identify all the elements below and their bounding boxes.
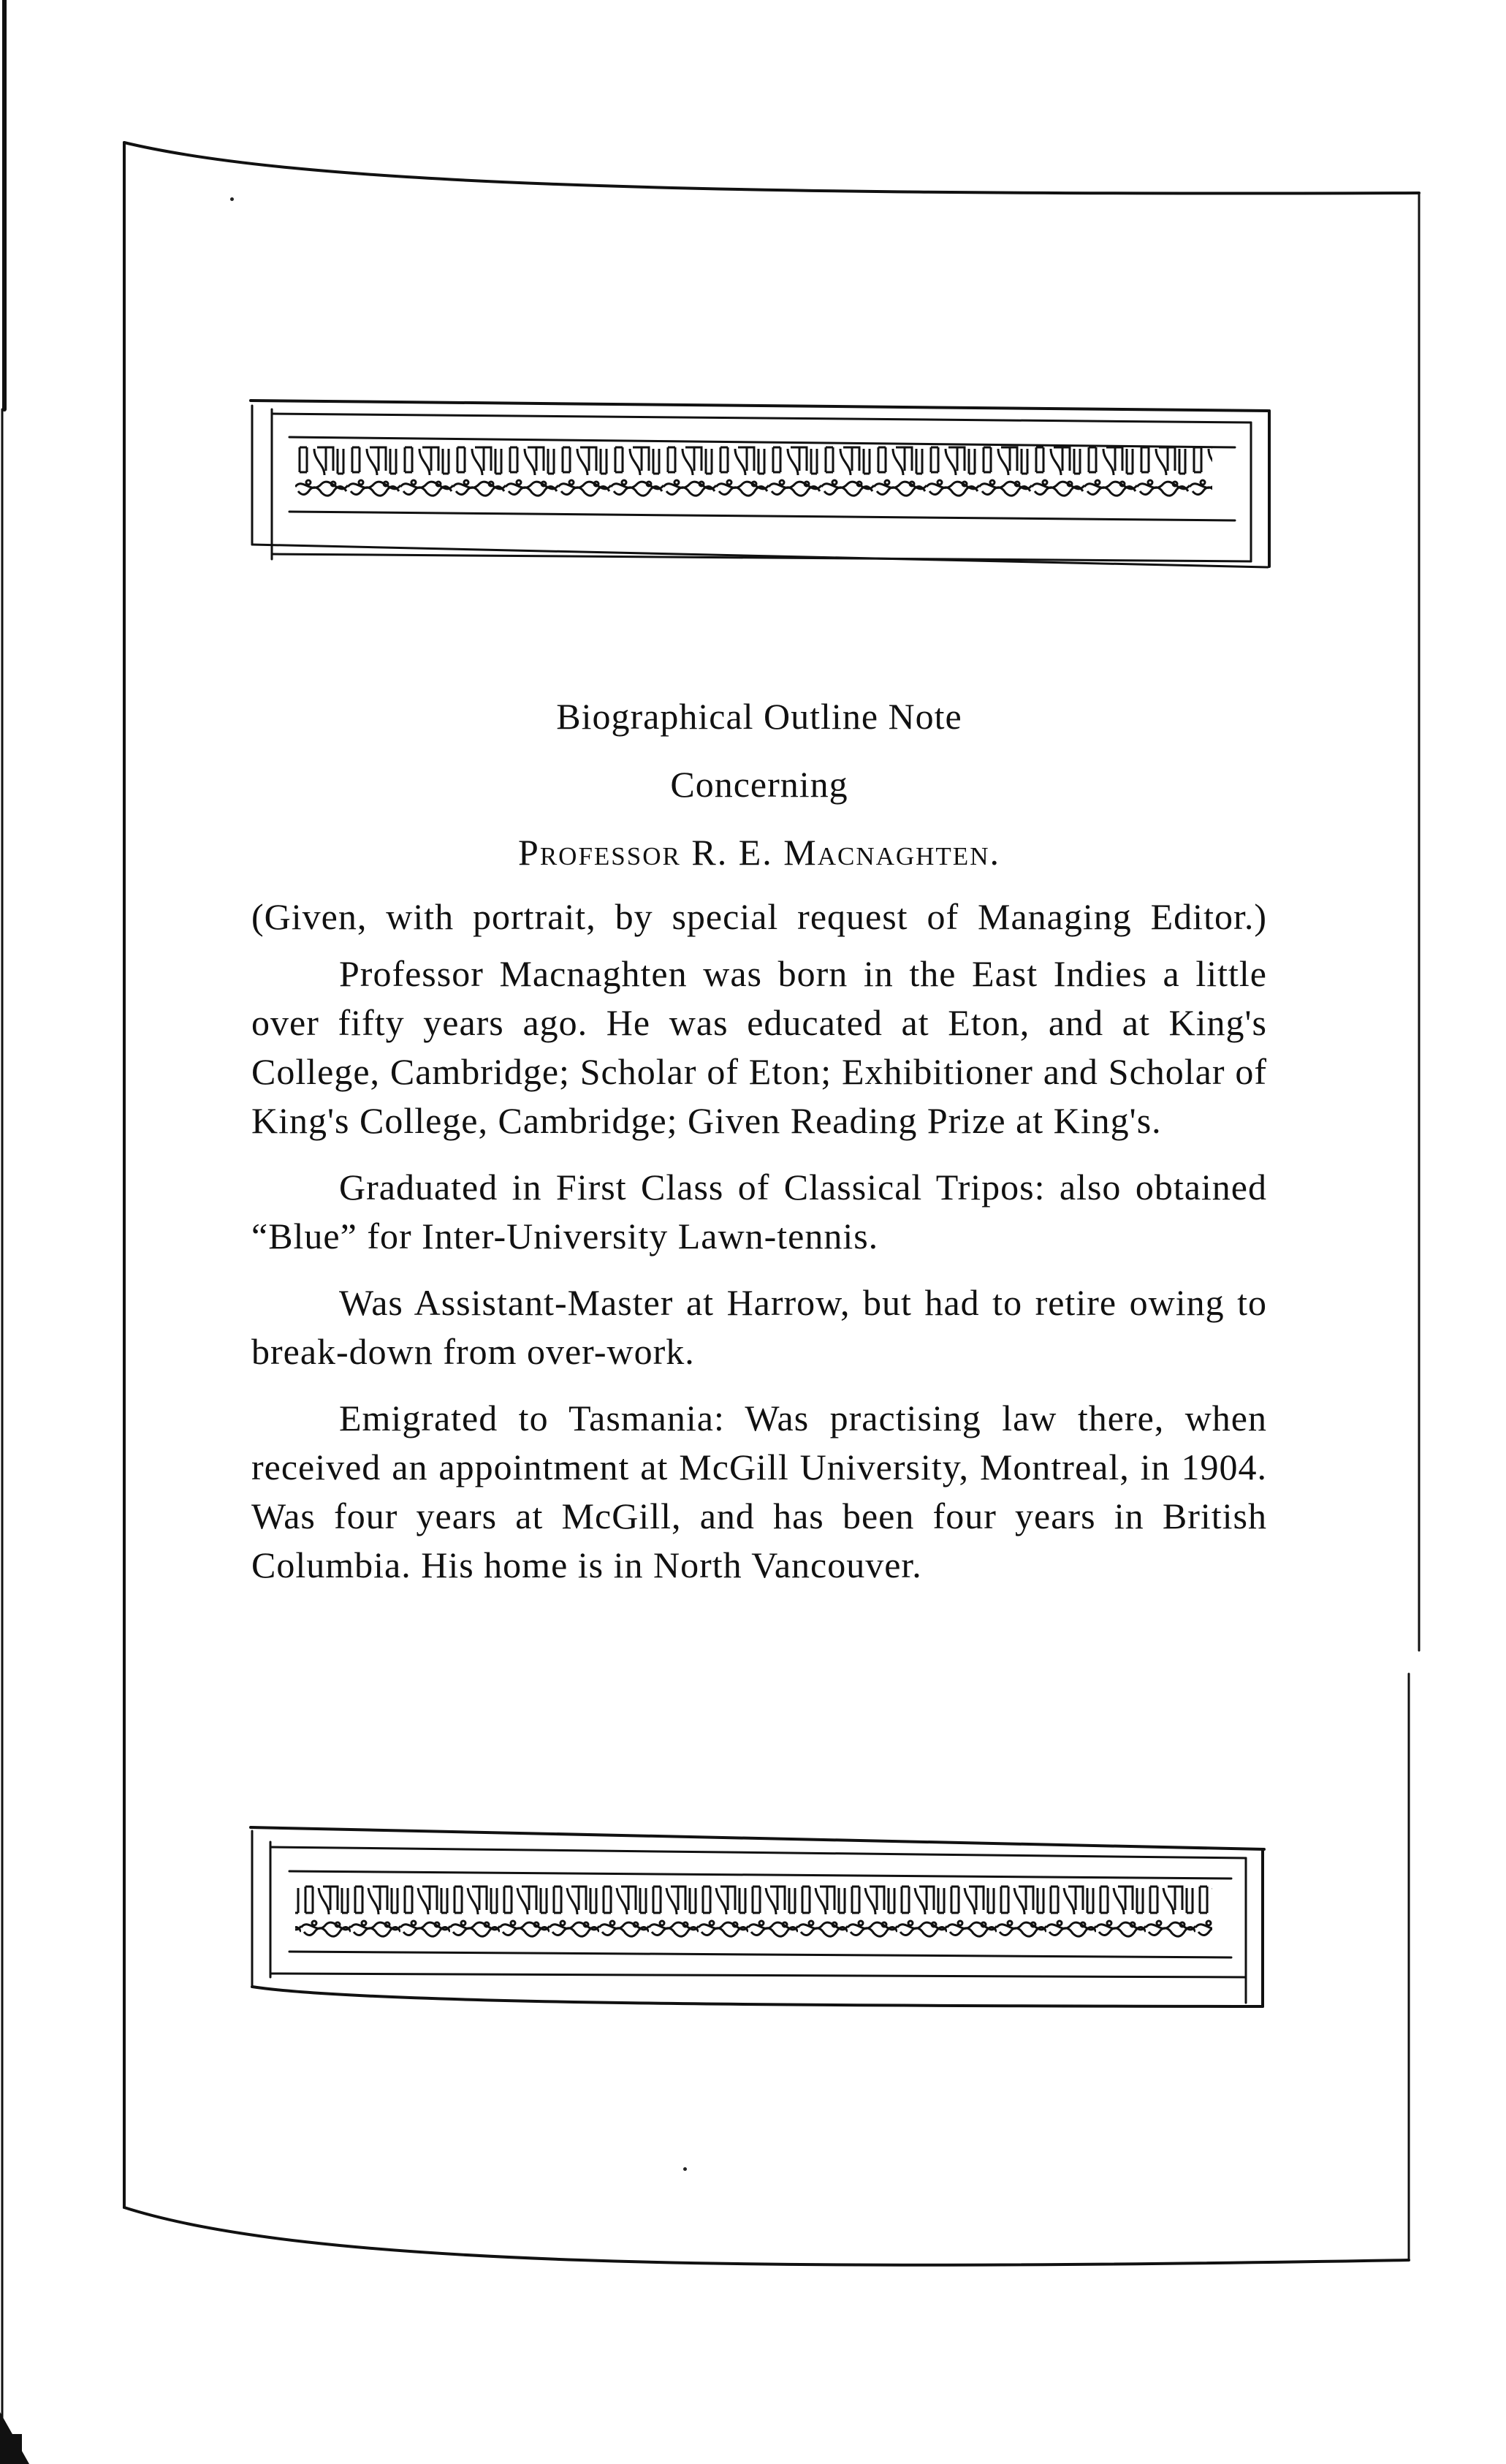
paragraph-graduation: Graduated in First Class of Classical Tripos: also obtained “Blue” for Inter-University Lawn-tennis.	[251, 1167, 1267, 1256]
subheading: Concerning	[670, 764, 848, 805]
heading: Biographical Outline Note	[556, 696, 962, 737]
ink-speck	[230, 197, 234, 201]
biography-text	[251, 687, 1267, 1681]
editorial-note: (Given, with portrait, by special request of Managing Editor.)	[251, 896, 1267, 937]
garland-ornament-bottom	[295, 1875, 1212, 1948]
paragraph-birth-education: Professor Macnaghten was born in the East Indies a little over fifty years ago. He was educated at Eton, and at King's College, Cambridge; Scholar of Eton; Exhibitioner and Scholar of King's College, Cambridge; Given Reading Prize at King's.	[251, 953, 1267, 1141]
paragraph-emigration: Emigrated to Tasmania: Was practising law there, when received an appointment at McGill University, Montreal, in 1904. Was four years at McGill, and has been four years in British Columbia. His home is in North Vancouver.	[251, 1398, 1267, 1585]
paragraph-harrow: Was Assistant-Master at Harrow, but had to retire owing to break-down from over-work.	[251, 1282, 1267, 1372]
top-ornament-band	[295, 439, 1212, 504]
bottom-ornament-band	[295, 1875, 1212, 1948]
garland-ornament-top	[295, 439, 1212, 504]
subject-name: Professor R. E. Macnaghten.	[518, 832, 1000, 873]
ink-speck	[683, 2167, 687, 2171]
